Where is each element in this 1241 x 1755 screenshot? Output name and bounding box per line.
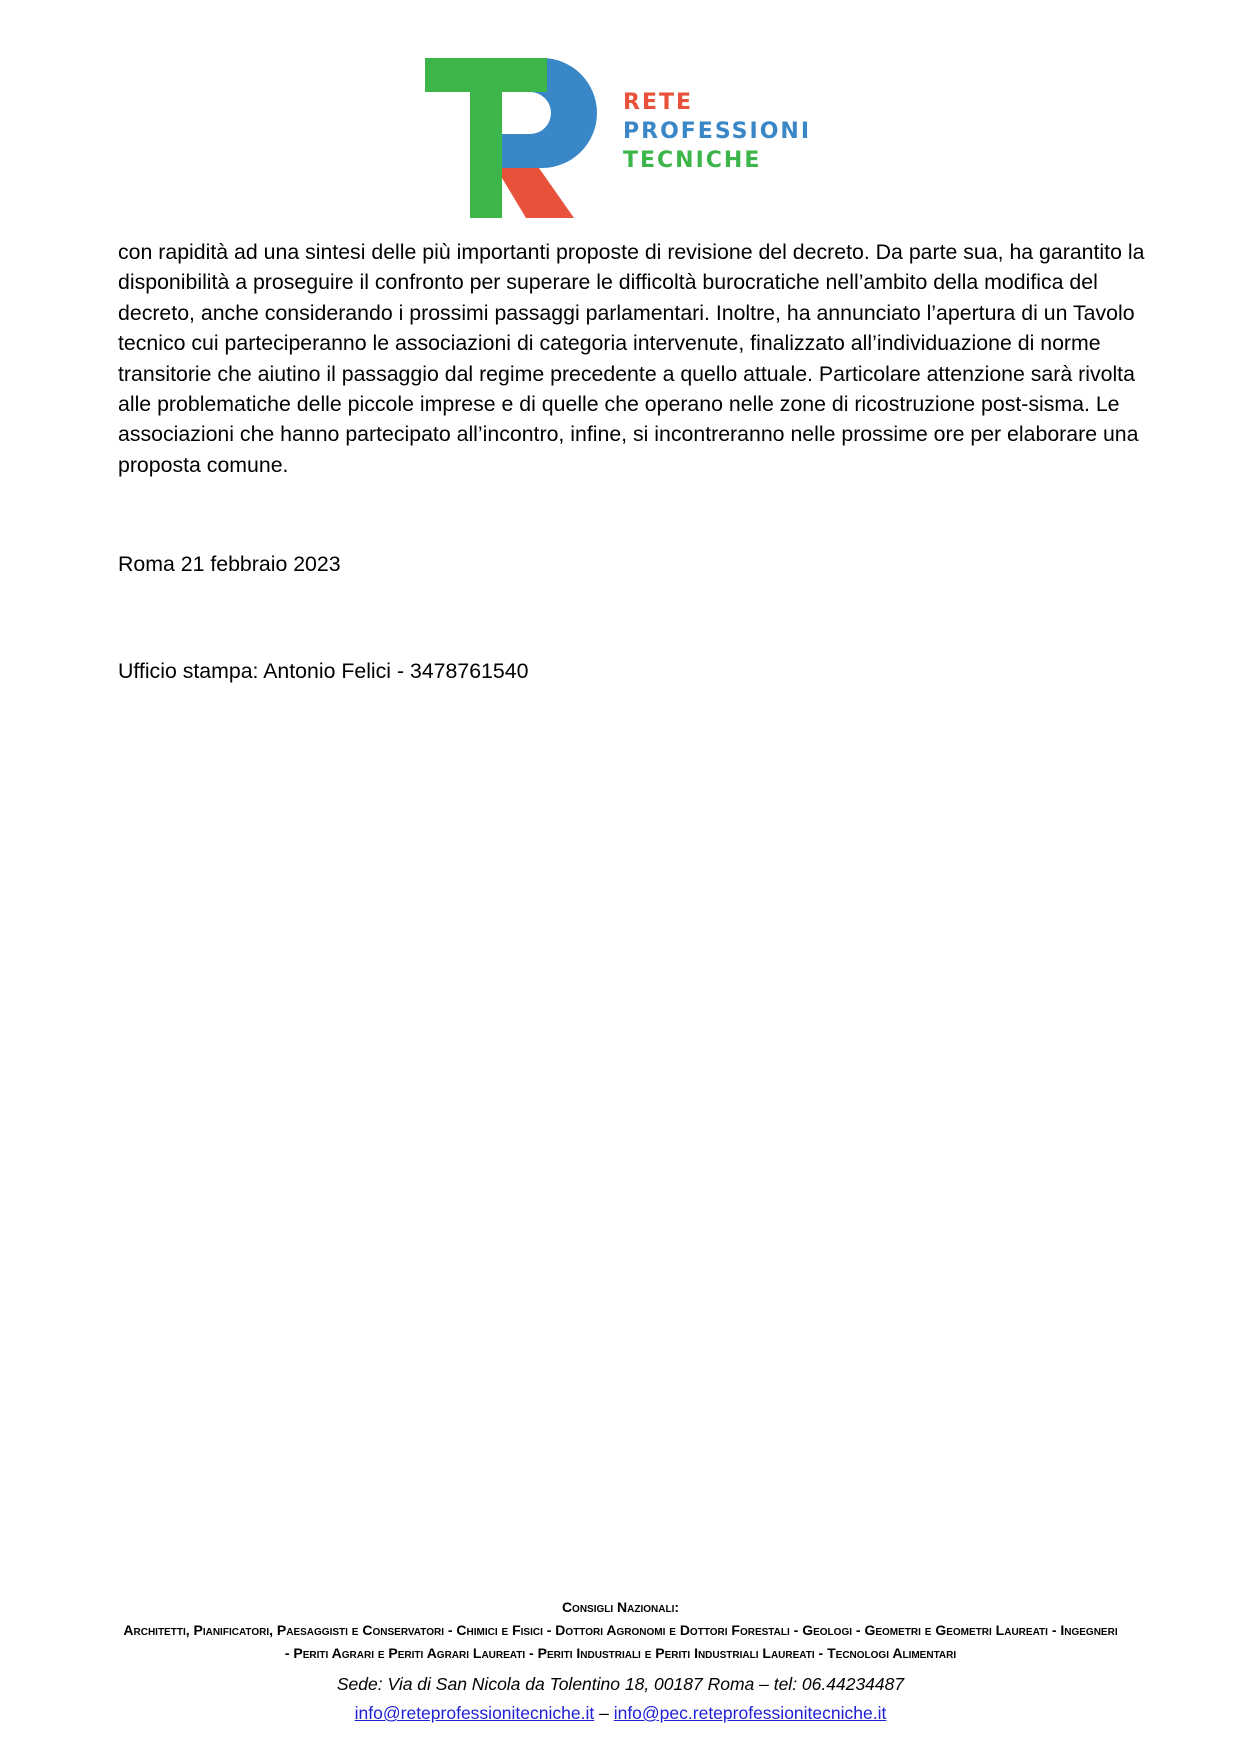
date-line: Roma 21 febbraio 2023 bbox=[118, 552, 341, 576]
contact-separator: – bbox=[599, 1703, 609, 1723]
footer bbox=[80, 1596, 1161, 1727]
logo-word-professioni: PROFESSIONI bbox=[623, 119, 812, 144]
rete-professioni-tecniche-logo bbox=[422, 58, 822, 218]
rpt-monogram-icon bbox=[422, 58, 622, 218]
councils-list: Architetti, Pianificatori, Paesaggisti e Conservatori - Chimici e Fisici - Dottori Agronomi e Dottori Forestali - Geologi - Geometri e Geometri Laureati - Ingegneri - Periti Agrari e Periti Agrari Laureati - Periti Industriali e Periti Industriali Laureati - Tecnologi Alimentari bbox=[123, 1622, 1118, 1661]
sede-address: Sede: Via di San Nicola da Tolentino 18, 00187 Roma – tel: 06.44234487 bbox=[336, 1674, 905, 1694]
contact-links bbox=[80, 1699, 1161, 1727]
councils-title: Consigli Nazionali: bbox=[561, 1599, 680, 1615]
logo-word-rete: RETE bbox=[623, 90, 694, 115]
press-office-line: Ufficio stampa: Antonio Felici - 3478761540 bbox=[118, 659, 529, 683]
body-paragraph: con rapidità ad una sintesi delle più importanti proposte di revisione del decreto. Da parte sua, ha garantito la disponibilità a proseguire il confronto per superare le difficoltà burocratiche nell’ambito della modifica del decreto, anche considerando i prossimi passaggi parlamentari. Inoltre, ha annunciato l’apertura di un Tavolo tecnico cui parteciperanno le associazioni di categoria intervenute, finalizzato all’individuazione di norme transitorie che aiutino il passaggio dal regime precedente a quello attuale. Particolare attenzione sarà rivolta alle problematiche delle piccole imprese e di quelle che operano nelle zone di ricostruzione post-sisma. Le associazioni che hanno partecipato all’incontro, infine, si incontreranno nelle prossime ore per elaborare una proposta comune. bbox=[118, 240, 1145, 477]
email-link[interactable]: info@reteprofessionitecniche.it bbox=[354, 1703, 595, 1723]
logo-word-tecniche: TECNICHE bbox=[623, 148, 762, 173]
pec-email-link[interactable]: info@pec.reteprofessionitecniche.it bbox=[613, 1703, 887, 1723]
logo-wordmark bbox=[623, 88, 811, 175]
logo-r-red-leg bbox=[496, 168, 574, 218]
